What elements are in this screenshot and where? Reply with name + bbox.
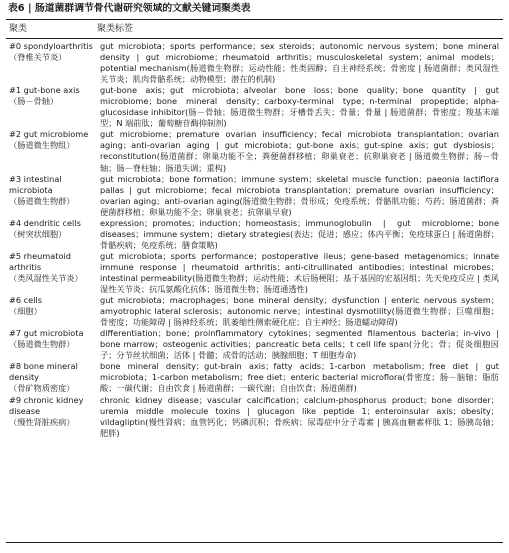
cluster-name-en: #9 chronic kidney disease [9, 394, 84, 416]
cluster-tags: gut microbiota；sports performance；postoperative ileus；gene-based metagenomics；innate immune response | rheumatoid arthritis；anti-citrullinated antibodies；intestinal microbes；intestinal permeability(肠道微生物群；运动性能；术后肠梗阻；基于基因的宏基因组；先天免疫反应 | 类风湿性关节炎；抗瓜氨酸化抗体；肠道微生物；肠道通透性) [100, 250, 499, 295]
table-body [6, 41, 503, 439]
cluster-name-cn: （肠道微生物组） [9, 140, 75, 151]
table-row [6, 295, 503, 328]
cluster-name-en: #7 gut microbiota [9, 328, 84, 339]
cluster-name-en: #1 gut-bone axis [9, 85, 80, 96]
cluster-name-cn: （细胞） [9, 306, 42, 317]
cluster-name-en: #5 rheumatoid arthritis [9, 250, 71, 272]
table-row [6, 361, 503, 394]
cluster-tags: chronic kidney disease；vascular calcification；calcium-phosphorus product；bone disorder；uremia middle molecule toxins | glucagon like peptide 1；enteroinsular axis；obesity；vildagliptin(慢性肾病；血管钙化；钙磷沉积；骨疾病；尿毒症中分子毒素 | 胰高血糖素样肽 1；肠胰岛轴；肥胖) [100, 394, 499, 438]
cluster-name-cn: （脊椎关节炎） [9, 52, 67, 63]
table-row [6, 218, 503, 251]
cluster-name-cn: （肠道微生物群） [9, 339, 75, 350]
cluster-name-cn: （肠－骨轴） [9, 96, 59, 107]
cluster-name-en: #4 dendritic cells [9, 217, 81, 228]
table-row [6, 129, 503, 173]
cluster-cell [6, 361, 96, 394]
table-row [6, 395, 503, 439]
cluster-tags: differentiation；bone；proinflammatory cytokines；segmented filamentous bacteria；in-vivo | bone marrow；osteogenic activities；pancreatic beta cells；t cell life span(分化；骨；促炎细胞因子；分节丝状细菌；活体 | 骨髓；成骨的活动；胰腺细胞；T 细胞寿命) [100, 328, 499, 361]
cluster-name-en: #0 spondyloarthritis [9, 41, 93, 51]
cluster-name-cn: （类风湿性关节炎） [9, 272, 83, 283]
cluster-name-en: #2 gut microbiome [9, 129, 89, 140]
table-top-rule [6, 19, 503, 20]
table-row [6, 85, 503, 129]
cluster-cell [6, 218, 96, 240]
table-row [6, 41, 503, 85]
cluster-name-cn: （慢性肾脏疾病） [9, 416, 75, 427]
table-caption: 表6 | 肠道菌群调节骨代谢研究领域的文献关键词聚类表 [8, 3, 251, 14]
cluster-tags: bone mineral density；gut-brain axis；fatty acids；1-carbon metabolism；free diet | gut microbiota；1-carbon metabolism；free diet；enteric bacterial microflora(骨密度；肠－脑轴；脂肪酸；一碳代谢；自由饮食 | 肠道菌群；一碳代谢；自由饮食；肠道菌群) [100, 361, 499, 394]
cluster-cell [6, 129, 96, 151]
cluster-cell [6, 251, 96, 284]
table-row [6, 251, 503, 295]
cluster-tags: gut microbiota；macrophages；bone mineral density；dysfunction | enteric nervous system；amyotrophic lateral sclerosis；autonomic nerve；intestinal dysmotility(肠道微生物群；巨噬细胞；骨密度；功能障碍 | 肠神经系统；肌萎缩性侧索硬化症；自主神经；肠道蠕动障碍) [100, 295, 499, 328]
cluster-cell [6, 328, 96, 350]
cluster-tags: expression；promotes；induction；homeostasis；immunoglobulin | gut microbiome；bone diseases；immune system；dietary strategies(表达；促进；感应；体内平衡；免疫球蛋白 | 肠道菌群；骨骼疾病；免疫系统；膳食策略) [100, 217, 499, 250]
cluster-name-cn: （树突状细胞） [9, 228, 67, 239]
table-bottom-rule [6, 542, 503, 543]
header-tags: 聚类标签 [97, 24, 134, 34]
cluster-name-en: #6 cells [9, 295, 43, 306]
cluster-cell [6, 85, 96, 107]
cluster-tags: gut microbiome；premature ovarian insufficiency；fecal microbiota transplantation；ovarian aging；anti-ovarian aging | gut microbiota；gut-bone axis；gut-spine axis；gut dysbiosis；reconstitution(肠道菌群；卵巢功能不全；粪便菌群移植；卵巢衰老；抗卵巢衰老 | 肠道微生物群；肠－骨轴；肠－脊柱轴；肠道失调；重构) [100, 129, 499, 173]
cluster-tags: gut microbiota；bone formation；immune system；skeletal muscle function；paeonia lactiflora pallas | gut microbiome；fecal microbiota transplantation；premature ovarian insufficiency；ovarian aging；anti-ovarian aging(肠道微生物群；骨形成；免疫系统；骨骼肌功能；芍药；肠道菌群；粪便菌群移植；卵巢功能不全；卵巢衰老；抗卵巢早衰) [100, 173, 499, 217]
cluster-cell [6, 295, 96, 317]
cluster-cell [6, 395, 96, 428]
cluster-tags: gut-bone axis；gut microbiota；alveolar bone loss；bone quality；bone quantity | gut microbiome；bone mineral density；carboxy-terminal type；n-terminal propeptide；alpha-glucosidase inhibitor(肠－骨轴；肠道微生物群；牙槽骨丢失；骨量；骨量 | 肠道菌群；骨密度；羧基末端型；N 端前肽；葡萄糖苷酶抑制剂) [100, 85, 499, 129]
cluster-name-en: #8 bone mineral density [9, 361, 78, 383]
cluster-name-cn: （肠道微生物群） [9, 195, 75, 206]
cluster-name-cn: （骨矿物质密度） [9, 383, 75, 394]
header-cluster: 聚类 [9, 24, 28, 34]
cluster-cell [6, 174, 96, 207]
table-row [6, 328, 503, 361]
cluster-cell [6, 41, 96, 63]
cluster-tags: gut microbiota；sports performance；sex steroids；autonomic nervous system；bone mineral density | gut microbiome；rheumatoid arthritis；musculoskeletal system；animal models；potential mechanism(肠道微生物群；运动性能；性类固醇；自主神经系统；骨密度 | 肠道菌群；类风湿性关节炎；肌肉骨骼系统；动物模型；潜在的机制) [100, 41, 499, 85]
cluster-name-en: #3 intestinal microbiota [9, 173, 62, 195]
table-header-rule [6, 38, 503, 39]
table-row [6, 174, 503, 218]
